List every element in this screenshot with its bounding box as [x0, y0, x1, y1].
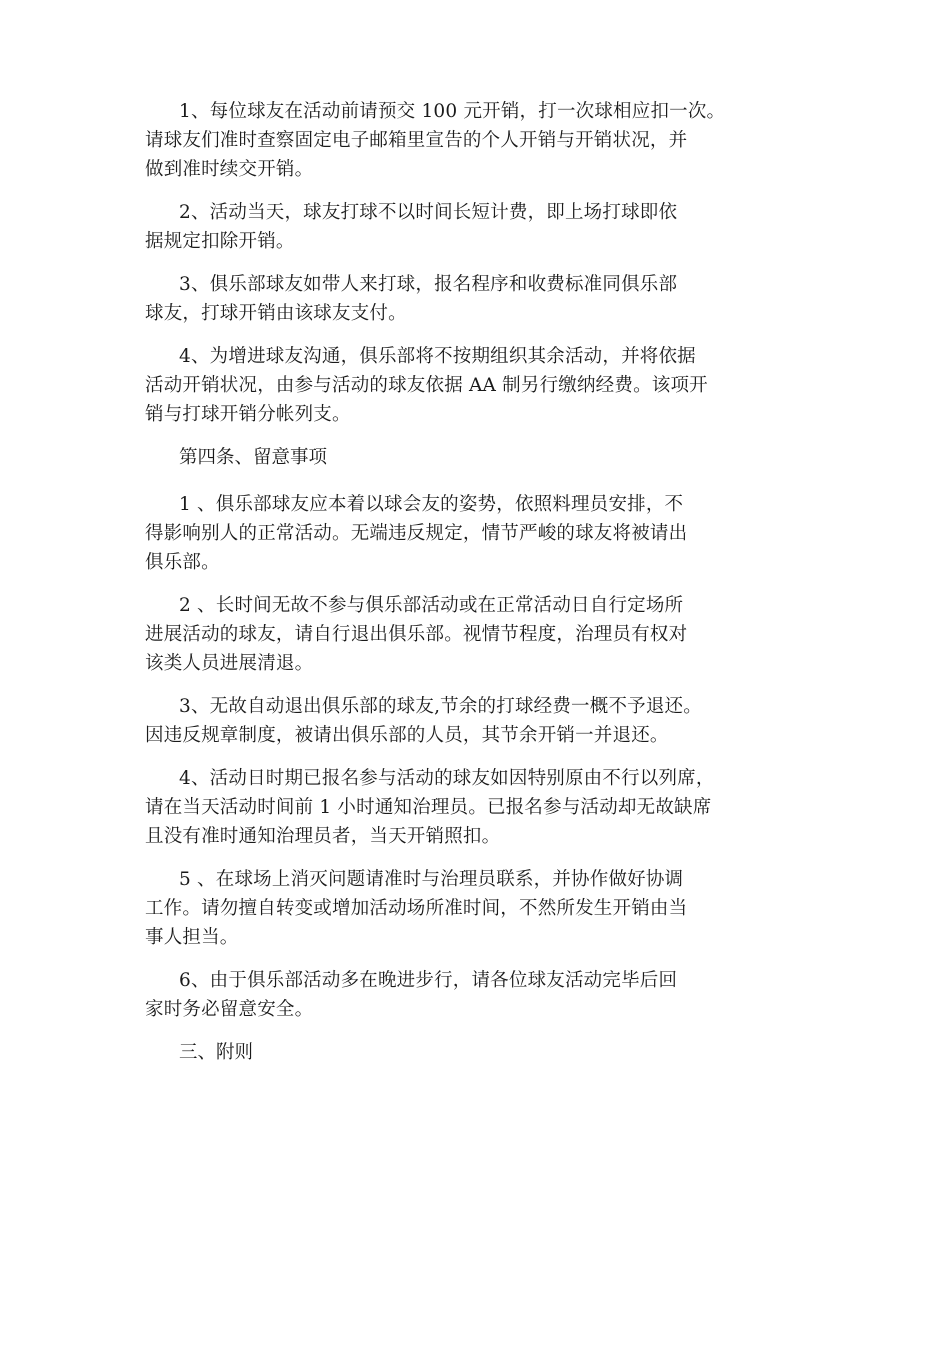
paragraph-venue-issues [145, 865, 785, 952]
text-line: 做到准时续交开销。 [145, 159, 314, 180]
text-line: 球友，打球开销由该球友支付。 [145, 303, 407, 324]
text-line: 请在当天活动时间前 1 小时通知治理员。已报名参与活动却无故缺席 [145, 797, 712, 818]
text-line: 且没有准时通知治理员者，当天开销照扣。 [145, 826, 501, 847]
paragraph-inactivity [145, 591, 785, 678]
text-line: 1 、俱乐部球友应本着以球会友的姿势，依照料理员安排，不 [179, 494, 684, 515]
text-line: 2、活动当天，球友打球不以时间长短计费，即上场打球即依 [179, 202, 678, 223]
text-line: 得影响别人的正常活动。无端违反规定，情节严峻的球友将被请出 [145, 523, 688, 544]
section-heading-notes: 第四条、留意事项 [179, 447, 328, 468]
text-line: 4、活动日时期已报名参与活动的球友如因特别原由不行以列席， [179, 768, 715, 789]
text-line: 家时务必留意安全。 [145, 999, 314, 1020]
paragraph-conduct [145, 490, 785, 577]
paragraph-fee-prepay [145, 97, 785, 184]
text-line: 请球友们准时查察固定电子邮箱里宣告的个人开销与开销状况，并 [145, 130, 688, 151]
text-line: 进展活动的球友，请自行退出俱乐部。视情节程度，治理员有权对 [145, 624, 688, 645]
text-line: 3、无故自动退出俱乐部的球友,节余的打球经费一概不予退还。 [179, 696, 702, 717]
text-line: 1、每位球友在活动前请预交 100 元开销，打一次球相应扣一次。 [179, 101, 726, 122]
text-line: 工作。请勿擅自转变或增加活动场所准时间，不然所发生开销由当 [145, 898, 688, 919]
text-line: 销与打球开销分帐列支。 [145, 404, 351, 425]
text-line: 4、为增进球友沟通，俱乐部将不按期组织其余活动，并将依据 [179, 346, 696, 367]
text-line: 据规定扣除开销。 [145, 231, 295, 252]
text-line: 5 、在球场上消灭问题请准时与治理员联系，并协作做好协调 [179, 869, 684, 890]
paragraph-absence [145, 764, 785, 851]
document-body [145, 97, 785, 1085]
text-line: 3、俱乐部球友如带人来打球，报名程序和收费标准同俱乐部 [179, 274, 678, 295]
text-line: 事人担当。 [145, 927, 239, 948]
paragraph-safety [145, 966, 785, 1024]
text-line: 因违反规章制度，被请出俱乐部的人员，其节余开销一并退还。 [145, 725, 669, 746]
text-line: 6、由于俱乐部活动多在晚进步行，请各位球友活动完毕后回 [179, 970, 678, 991]
text-line: 活动开销状况，由参与活动的球友依据 AA 制另行缴纳经费。该项开 [145, 375, 708, 396]
paragraph-other-activities [145, 342, 785, 429]
section-heading-appendix: 三、附则 [179, 1042, 254, 1063]
text-line: 该类人员进展清退。 [145, 653, 314, 674]
paragraph-fee-per-play [145, 198, 785, 256]
text-line: 2 、长时间无故不参与俱乐部活动或在正常活动日自行定场所 [179, 595, 684, 616]
paragraph-guest-fee [145, 270, 785, 328]
paragraph-refund [145, 692, 785, 750]
text-line: 俱乐部。 [145, 552, 220, 573]
